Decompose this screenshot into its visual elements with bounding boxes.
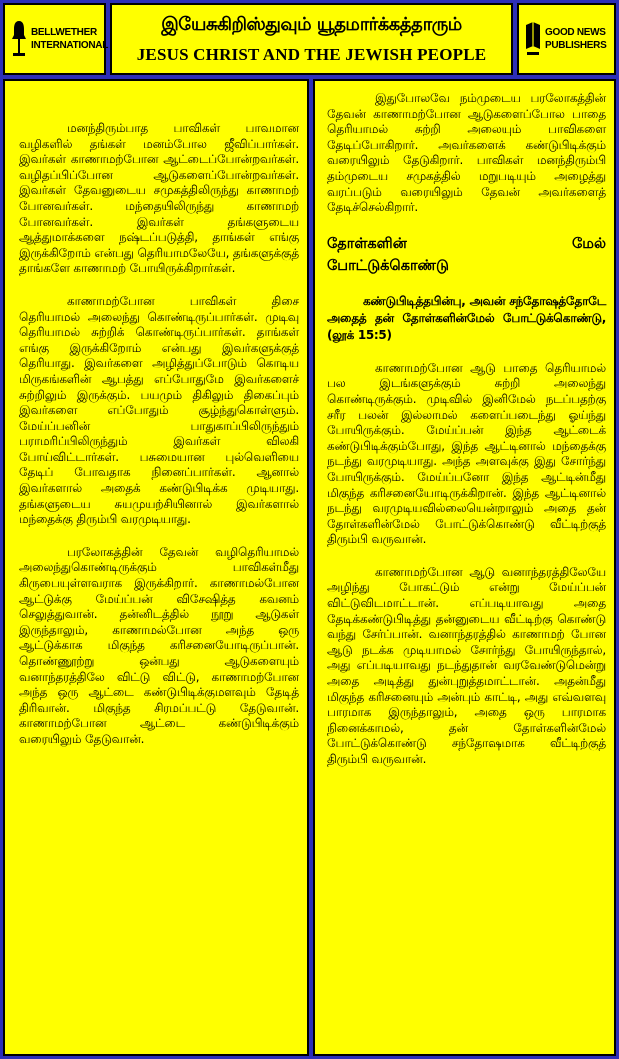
bell-shepherd-logo-icon [9, 19, 29, 59]
title-english: JESUS CHRIST AND THE JEWISH PEOPLE [136, 45, 487, 64]
bellwether-logo-text [31, 26, 108, 52]
good-news-logo [517, 3, 616, 75]
right-intro-paragraph: இதுபோலவே நம்முடைய பரலோகத்தின் தேவன் காணாமற்போன ஆடுகளைப்போல பாதை தெரியாமல் சுற்றி அலையும் பாவிகளை தேடிப்போகிறார். அவர்களைக் கண்டுபிடிக்கும் வரையிலும் தேடுகிறார். பாவிகள் மனந்திரும்பி தம்முடைய சமுகத்தில் மறுபடியும் அழைத்து வரப்படும் வரையிலும் தேவன் அவர்களைத் தேடிச்செல்கிறார். [327, 91, 606, 215]
bellwether-logo [3, 3, 109, 75]
bellwether-line2: INTERNATIONAL [31, 40, 109, 51]
right-paragraph-2: காணாமற்போன ஆடு வனாந்தரத்திலேயே அழிந்து போகட்டும் என்று மேய்ப்பன் விட்டுவிடமாட்டான். எப்படியாவது அதை தேடிக்கண்டுபிடித்து தன்னுடைய வீட்டிற்கு கொண்டு வந்து சேர்ப்பான். வனாந்தரத்தில் காணாமற் போன ஆடு நடக்க முடியாமல் சோர்ந்து போயிருந்தால், அது எப்படியாவது நடந்துதான் வரவேண்டுமென்று அதை அடித்து துன்புறுத்தமாட்டான். அதன்மீது மிகுந்த கரிசனையும் அன்பும் காட்டி, அது எவ்வளவு பாரமாக இருந்தாலும், அதை ஒரு பாரமாக நினைக்காமல், தன் தோள்களின்மேல் போட்டுக்கொண்டு சந்தோஷமாக வீட்டிற்குத் திரும்பி வருவான். [327, 564, 606, 766]
bellwether-line1: BELLWETHER [31, 27, 97, 38]
good-news-logo-text [545, 26, 606, 52]
section-heading [327, 233, 606, 277]
title-banner [110, 3, 513, 75]
left-paragraph-3: பரலோகத்தின் தேவன் வழிதெரியாமல் அலைந்துகொண்டிருக்கும் பாவிகள்மீது கிருபையுள்ளவராக இருக்கிறார். காணாமல்போன ஆட்டுக்கு மேய்ப்பன் விசேஷித்த கவனம் செலுத்துவான். தன்னிடத்தில் நூறு ஆடுகள் இருந்தாலும், காணாமல்போன அந்த ஒரு ஆட்டுக்காக மிகுந்த கரிசனையோடிருப்பான். தொண்ணூற்று ஒன்பது ஆடுகளையும் வனாந்தரத்திலே விட்டு விட்டு, காணாமற்போன அந்த ஒரு ஆட்டை கண்டுபிடிக்குமளவும் தேடித் திரிவான். மிகுந்த சிரமப்பட்டு தேடுவான். காணாமற்போன ஆட்டை கண்டுபிடிக்கும் வரையிலும் தேடுவான். [19, 544, 299, 746]
left-paragraph-1: மனந்திரும்பாத பாவிகள் பாவமான வழிகளில் தங்கள் மனம்போல ஜீவிப்பார்கள். இவர்கள் காணாமற்போன ஆட்டைப்போன்றவர்கள். வழிதப்பிப்போன ஆடுகளைப்போன்றவர்கள். இவர்கள் தேவனுடைய சமுகத்திலிருந்து காணாமற் போனவர்கள். மந்தையிலிருந்து காணாமற் போனவர்கள். இவர்கள் தங்களுடைய ஆத்துமாக்களை நஷ்டப்படுத்தி, தாங்கள் எங்கு இருக்கிறோம் என்பது தெரியாமலேயே, தங்களுக்குத் தாங்களே காணாமற் போயிருக்கிறார்கள். [19, 121, 299, 276]
scripture-verse: கண்டுபிடித்தபின்பு, அவன் சந்தோஷத்தோடே அதைத் தன் தோள்களின்மேல் போட்டுக்கொண்டு, (லூக் 15:5) [327, 293, 606, 342]
good-news-line1: GOOD NEWS [545, 27, 606, 38]
section-heading-line1 [327, 233, 606, 255]
section-heading-line2: போட்டுக்கொண்டு [327, 257, 449, 274]
right-column [313, 79, 616, 1056]
left-column [3, 79, 309, 1056]
heading-word-2: மேல் [572, 235, 606, 252]
left-paragraph-2: காணாமற்போன பாவிகள் திசை தெரியாமல் அலைந்து கொண்டிருப்பார்கள். முடிவு தெரியாமல் சுற்றிக் கொண்டிருப்பார்கள். தாங்கள் எங்கு இருக்கிறோம் என்பது இவர்களுக்குத் தெரியாது. இவர்களை அழித்துப்போடும் கொடிய மிருகங்களின் ஆபத்து எப்போதுமே இவர்களைச் சுற்றிலும் இருக்கும். பயமும் திகிலும் திகைப்பும் இவர்களை எப்போதும் சூழ்ந்துகொள்ளும். மேய்ப்பனின் பாதுகாப்பிலிருந்தும் பராமரிப்பிலிருந்தும் இவர்கள் விலகி போய்விட்டார்கள். பசுமையான புல்வெளியை தேடிப் போவதாக நினைப்பார்கள். ஆனால் இவர்களால் அதைக் கண்டுபிடிக்க முடியாது. தங்களுடைய சுயமுயற்சியினால் இவர்களால் மந்தைக்கு திரும்பி வரமுடியாது. [19, 293, 299, 527]
book-logo-icon [523, 19, 543, 59]
good-news-line2: PUBLISHERS [545, 40, 607, 51]
heading-word-1: தோள்களின் [327, 235, 407, 252]
right-paragraph-1: காணாமற்போன ஆடு பாதை தெரியாமல் பல இடங்களுக்கும் சுற்றி அலைந்து கொண்டிருக்கும். முடிவில் இனிமேல் நடப்பதற்கு சரீர பலன் இல்லாமல் களைப்படைந்து ஓய்ந்து போயிருக்கும். மேய்ப்பன் இந்த ஆட்டைக் கண்டுபிடிக்கும்போது, இந்த ஆட்டினால் மந்தைக்கு நடந்து வரமுடியாது. அந்த அளவுக்கு இது சோர்ந்து போயிருக்கும். மேய்ப்பனோ இந்த ஆட்டின்மீது மிகுந்த கரிசனையோடிருக்கிறான். இந்த ஆட்டினால் நடந்து வரமுடியவில்லையென்றாலும் அதை தன் தோள்களின்மேல் போட்டுக்கொண்டு வீட்டிற்குத் திரும்பி வருவான். [327, 360, 606, 547]
title-tamil: இயேசுகிறிஸ்துவும் யூதமார்க்கத்தாரும் [161, 14, 462, 35]
